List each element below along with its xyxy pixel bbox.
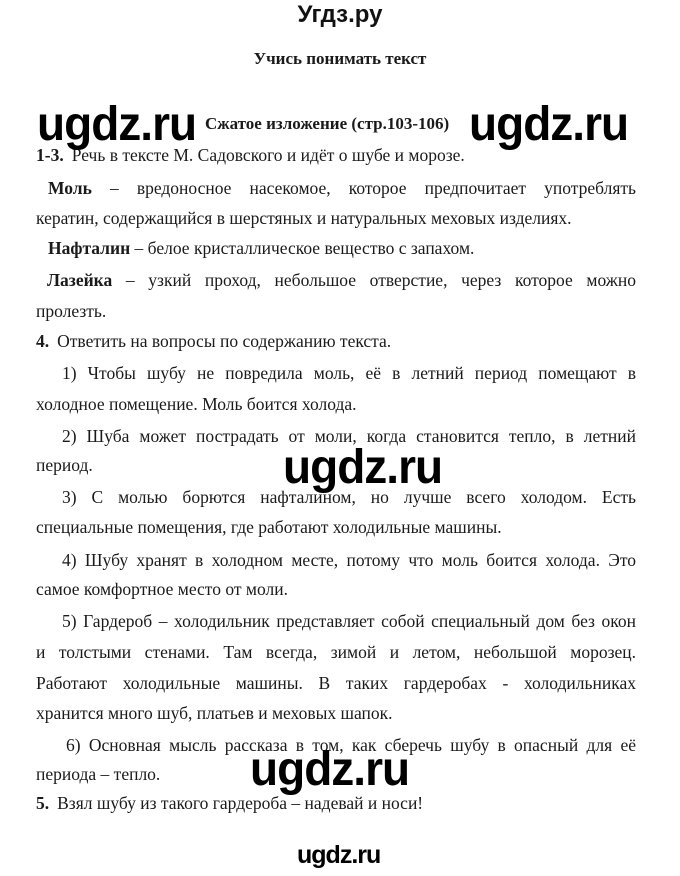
glossary-definition: – белое кристаллическое вещество с запахом.: [134, 238, 475, 258]
watermark-top-right: ugdz.ru: [469, 95, 629, 151]
task-4: [36, 330, 636, 352]
glossary-definition: – узкий проход, небольшое отверстие, через которое можно: [125, 270, 637, 290]
answer-1: 1) Чтобы шубу не повредила моль, её в летний период помещают в: [62, 363, 636, 383]
task-number: 4.: [36, 331, 50, 351]
glossary-definition: – вредоносное насекомое, которое предпочитает употреблять: [109, 178, 637, 198]
answer-5: 5) Гардероб – холодильник представляет собой специальный дом без окон: [62, 611, 636, 631]
watermark-middle-1: ugdz.ru: [283, 438, 443, 494]
glossary-item-lazeyka: [47, 269, 636, 291]
site-title: Угдз.ру: [297, 1, 383, 28]
glossary-term: Моль: [48, 178, 92, 198]
answer-3: 3) С молью борются нафталином, но лучше всего холодом. Есть: [62, 487, 636, 507]
answer-6-continued: периода – тепло.: [36, 764, 161, 784]
task-number: 5.: [36, 793, 50, 813]
glossary-term: Нафталин: [48, 238, 131, 258]
watermark-footer: ugdz.ru: [297, 841, 381, 869]
answer-6: 6) Основная мысль рассказа в том, как сберечь шубу в опасный для её: [66, 735, 636, 755]
answer-5-line-3: Работают холодильные машины. В таких гардеробах - холодильниках: [36, 673, 636, 693]
task-text: Речь в тексте М. Садовского и идёт о шубе и морозе.: [71, 145, 465, 165]
subsection-title: Сжатое изложение (стр.103-106): [205, 114, 450, 133]
watermark-top-left: ugdz.ru: [37, 95, 197, 151]
task-text: Ответить на вопросы по содержанию текста.: [57, 331, 392, 351]
answer-4: 4) Шубу хранят в холодном месте, потому что моль боится холода. Это: [62, 550, 636, 570]
watermark-middle-2: ugdz.ru: [250, 740, 410, 796]
answer-2-continued: период.: [36, 455, 93, 475]
answer-5-line-2: и толстыми стенами. Там всегда, зимой и летом, небольшой морозец.: [36, 642, 636, 662]
glossary-item-mol: [48, 177, 636, 199]
glossary-term: Лазейка: [47, 270, 113, 290]
answer-5-line-4: хранится много шуб, платьев и меховых шапок.: [36, 703, 393, 723]
task-number: 1-3.: [36, 145, 64, 165]
answer-2: 2) Шуба может пострадать от моли, когда становится тепло, в летний: [62, 426, 636, 446]
answer-3-continued: специальные помещения, где работают холодильные машины.: [36, 517, 502, 537]
glossary-item-lazeyka-continued: пролезть.: [36, 301, 107, 321]
glossary-item-naftalin: [48, 237, 636, 259]
section-title: Учись понимать текст: [253, 49, 427, 68]
answer-1-continued: холодное помещение. Моль боится холода.: [36, 394, 357, 414]
glossary-item-mol-continued: кератин, содержащийся в шерстяных и натуральных меховых изделиях.: [36, 208, 572, 228]
answer-4-continued: самое комфортное место от моли.: [36, 579, 288, 599]
task-text: Взял шубу из такого гардероба – надевай и носи!: [57, 793, 424, 813]
